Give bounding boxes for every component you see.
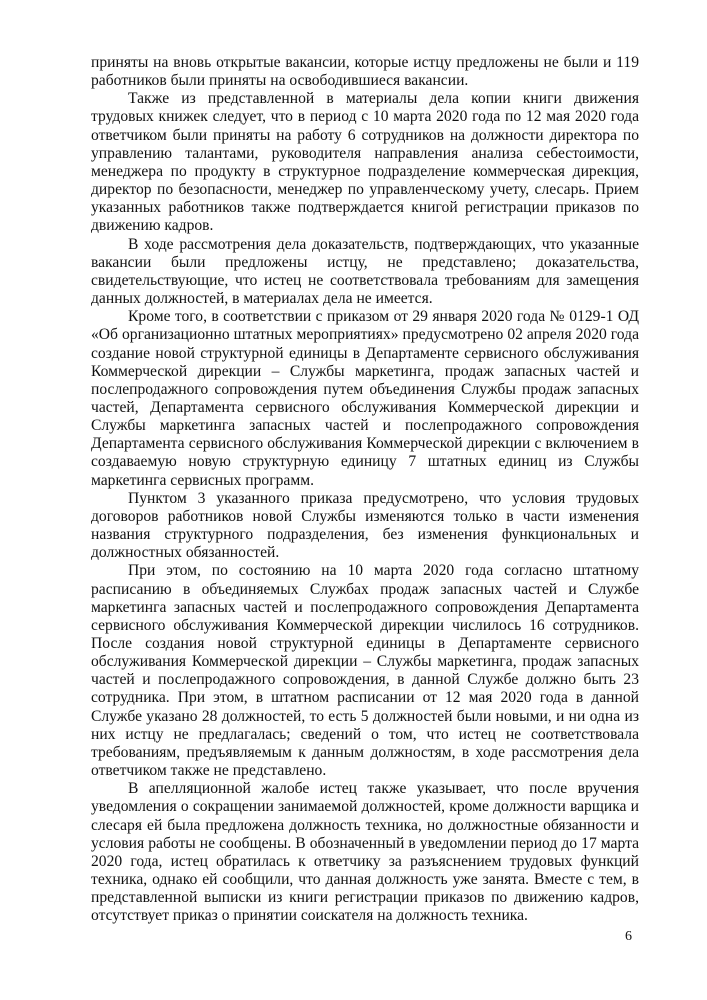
paragraph-7: В апелляционной жалобе истец также указывает, что после вручения уведомления о сокращении занимаемой должностей, кроме должности варщика и слесаря ей была предложена должность техника, но должностные обязанности и условия работы не сообщены. В обозначенный в уведомлении период до 17 марта 2020 года, истец обратилась к ответчику за разъяснением трудовых функций техника, однако ей сообщили, что данная должность уже занята. Вместе с тем, в представленной выписки из книги регистрации приказов по движению кадров, отсутствует приказ о принятии соискателя на должность техника. xyxy=(91,780,639,925)
paragraph-1: приняты на вновь открытые вакансии, которые истцу предложены не были и 119 работников были приняты на освободившиеся вакансии. xyxy=(91,54,639,90)
paragraph-3: В ходе рассмотрения дела доказательств, подтверждающих, что указанные вакансии были предложены истцу, не представлено; доказательства, свидетельствующие, что истец не соответствовала требованиям для замещения данных должностей, в материалах дела не имеется. xyxy=(91,235,639,308)
page-number: 6 xyxy=(625,929,632,944)
paragraph-5: Пунктом 3 указанного приказа предусмотрено, что условия трудовых договоров работников новой Службы изменяются только в части изменения названия структурного подразделения, без изменения функциональных и должностных обязанностей. xyxy=(91,489,639,562)
paragraph-4: Кроме того, в соответствии с приказом от 29 января 2020 года № 0129-1 ОД «Об организационно штатных мероприятиях» предусмотрено 02 апреля 2020 года создание новой структурной единицы в Департаменте сервисного обслуживания Коммерческой дирекции – Службы маркетинга, продаж запасных частей и послепродажного сопровождения путем объединения Службы продаж запасных частей, Департамента сервисного обслуживания Коммерческой дирекции и Службы маркетинга запасных частей и послепродажного сопровождения Департамента сервисного обслуживания Коммерческой дирекции с включением в создаваемую новую структурную единицу 7 штатных единиц из Службы маркетинга сервисных программ. xyxy=(91,308,639,489)
paragraph-6: При этом, по состоянию на 10 марта 2020 года согласно штатному расписанию в объединяемых Службах продаж запасных частей и Службе маркетинга запасных частей и послепродажного сопровождения Департамента сервисного обслуживания Коммерческой дирекции числилось 16 сотрудников. После создания новой структурной единицы в Департаменте сервисного обслуживания Коммерческой дирекции – Службы маркетинга, продаж запасных частей и послепродажного сопровождения, в данной Службе должно быть 23 сотрудника. При этом, в штатном расписании от 12 мая 2020 года в данной Службе указано 28 должностей, то есть 5 должностей были новыми, и ни одна из них истцу не предлагалась; сведений о том, что истец не соответствовала требованиям, предъявляемым к данным должностям, в ходе рассмотрения дела ответчиком также не представлено. xyxy=(91,562,639,780)
paragraph-2: Также из представленной в материалы дела копии книги движения трудовых книжек следует, что в период с 10 марта 2020 года по 12 мая 2020 года ответчиком были приняты на работу 6 сотрудников на должности директора по управлению талантами, руководителя направления анализа себестоимости, менеджера по продукту в структурное подразделение коммерческая дирекция, директор по безопасности, менеджер по управленческому учету, слесарь. Прием указанных работников также подтверждается книгой регистрации приказов по движению кадров. xyxy=(91,90,639,235)
document-body xyxy=(91,54,639,926)
